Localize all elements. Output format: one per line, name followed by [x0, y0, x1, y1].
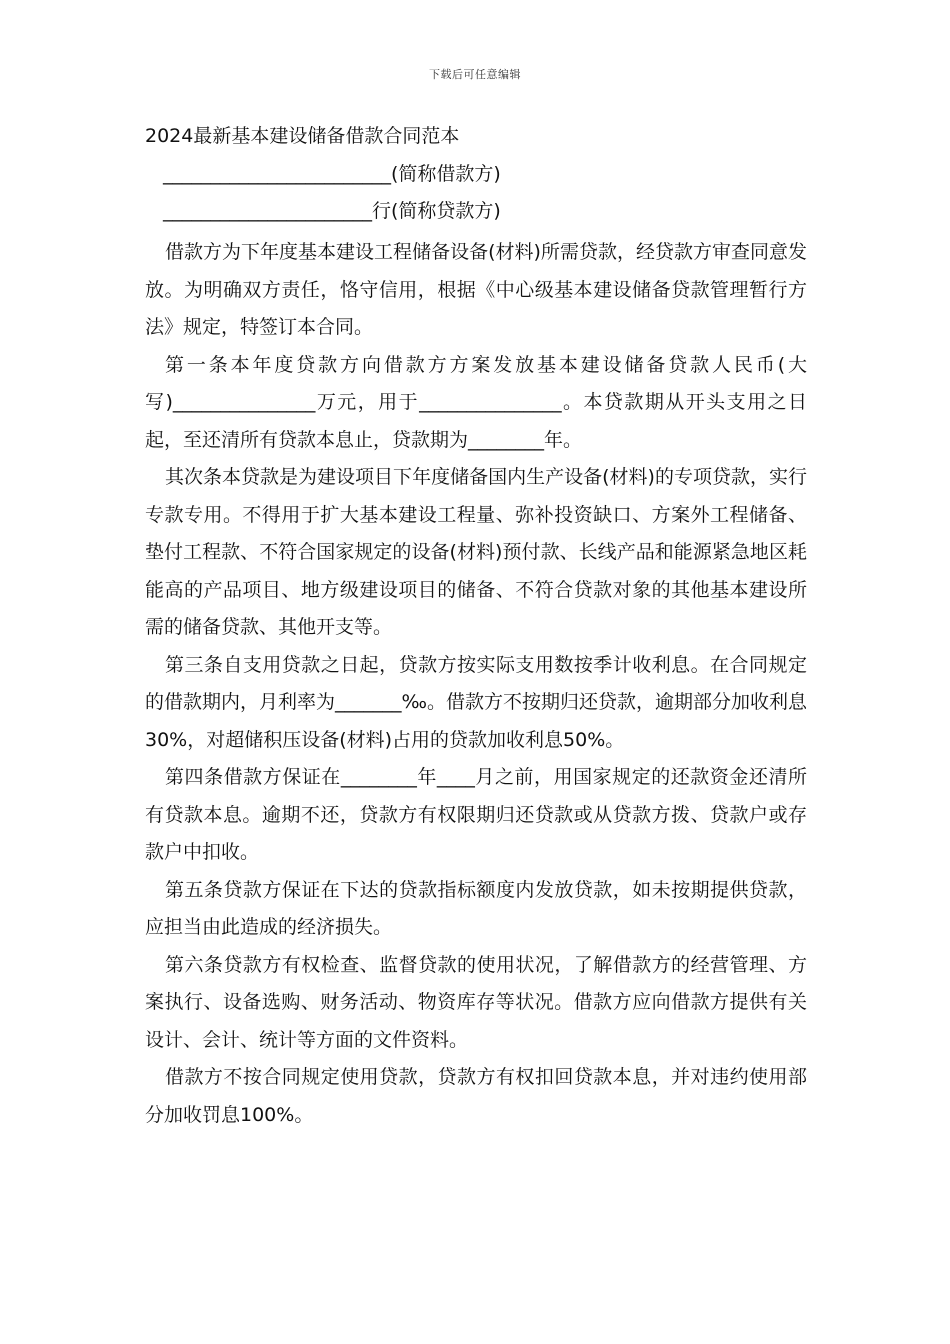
paragraph-article-6: 第六条贷款方有权检查、监督贷款的使用状况，了解借款方的经营管理、方案执行、设备选购、财务活动、物资库存等状况。借款方应向借款方提供有关设计、会计、统计等方面的文件资料。: [145, 953, 807, 1051]
paragraph-preamble: 借款方为下年度基本建设工程储备设备(材料)所需贷款，经贷款方审查同意发放。为明确双方责任，恪守信用，根据《中心级基本建设储备贷款管理暂行方法》规定，特签订本合同。: [145, 241, 807, 338]
party-borrower: ________________________(简称借款方): [163, 163, 501, 185]
document-body: [145, 122, 807, 1134]
document-title: 2024最新基本建设储备借款合同范本: [145, 125, 460, 147]
paragraph-article-1: 第一条本年度贷款方向借款方方案发放基本建设储备贷款人民币(大写)_______________万元，用于_______________。本贷款期从开头支用之日起，至还清所有贷款本息止，贷款期为________年。: [145, 353, 807, 451]
paragraph-article-2: 其次条本贷款是为建设项目下年度储备国内生产设备(材料)的专项贷款，实行专款专用。不得用于扩大基本建设工程量、弥补投资缺口、方案外工程储备、垫付工程款、不符合国家规定的设备(材料)预付款、长线产品和能源紧急地区耗能高的产品项目、地方级建设项目的储备、不符合贷款对象的其他基本建设所需的储备贷款、其他开支等。: [145, 466, 807, 638]
page-header: 下载后可任意编辑: [429, 68, 521, 81]
paragraph-article-5: 第五条贷款方保证在下达的贷款指标额度内发放贷款，如未按期提供贷款，应担当由此造成的经济损失。: [145, 878, 807, 938]
paragraph-penalty: 借款方不按合同规定使用贷款，贷款方有权扣回贷款本息，并对违约使用部分加收罚息100%。: [145, 1066, 807, 1126]
paragraph-article-4: 第四条借款方保证在________年____月之前，用国家规定的还款资金还清所有贷款本息。逾期不还，贷款方有权限期归还贷款或从贷款方拨、贷款户或存款户中扣收。: [145, 766, 807, 863]
party-lender: ______________________行(简称贷款方): [163, 200, 501, 222]
paragraph-article-3: 第三条自支用贷款之日起，贷款方按实际支用数按季计收利息。在合同规定的借款期内，月利率为_______‰。借款方不按期归还贷款，逾期部分加收利息30%，对超储积压设备(材料)占用的贷款加收利息50%。: [145, 653, 807, 751]
